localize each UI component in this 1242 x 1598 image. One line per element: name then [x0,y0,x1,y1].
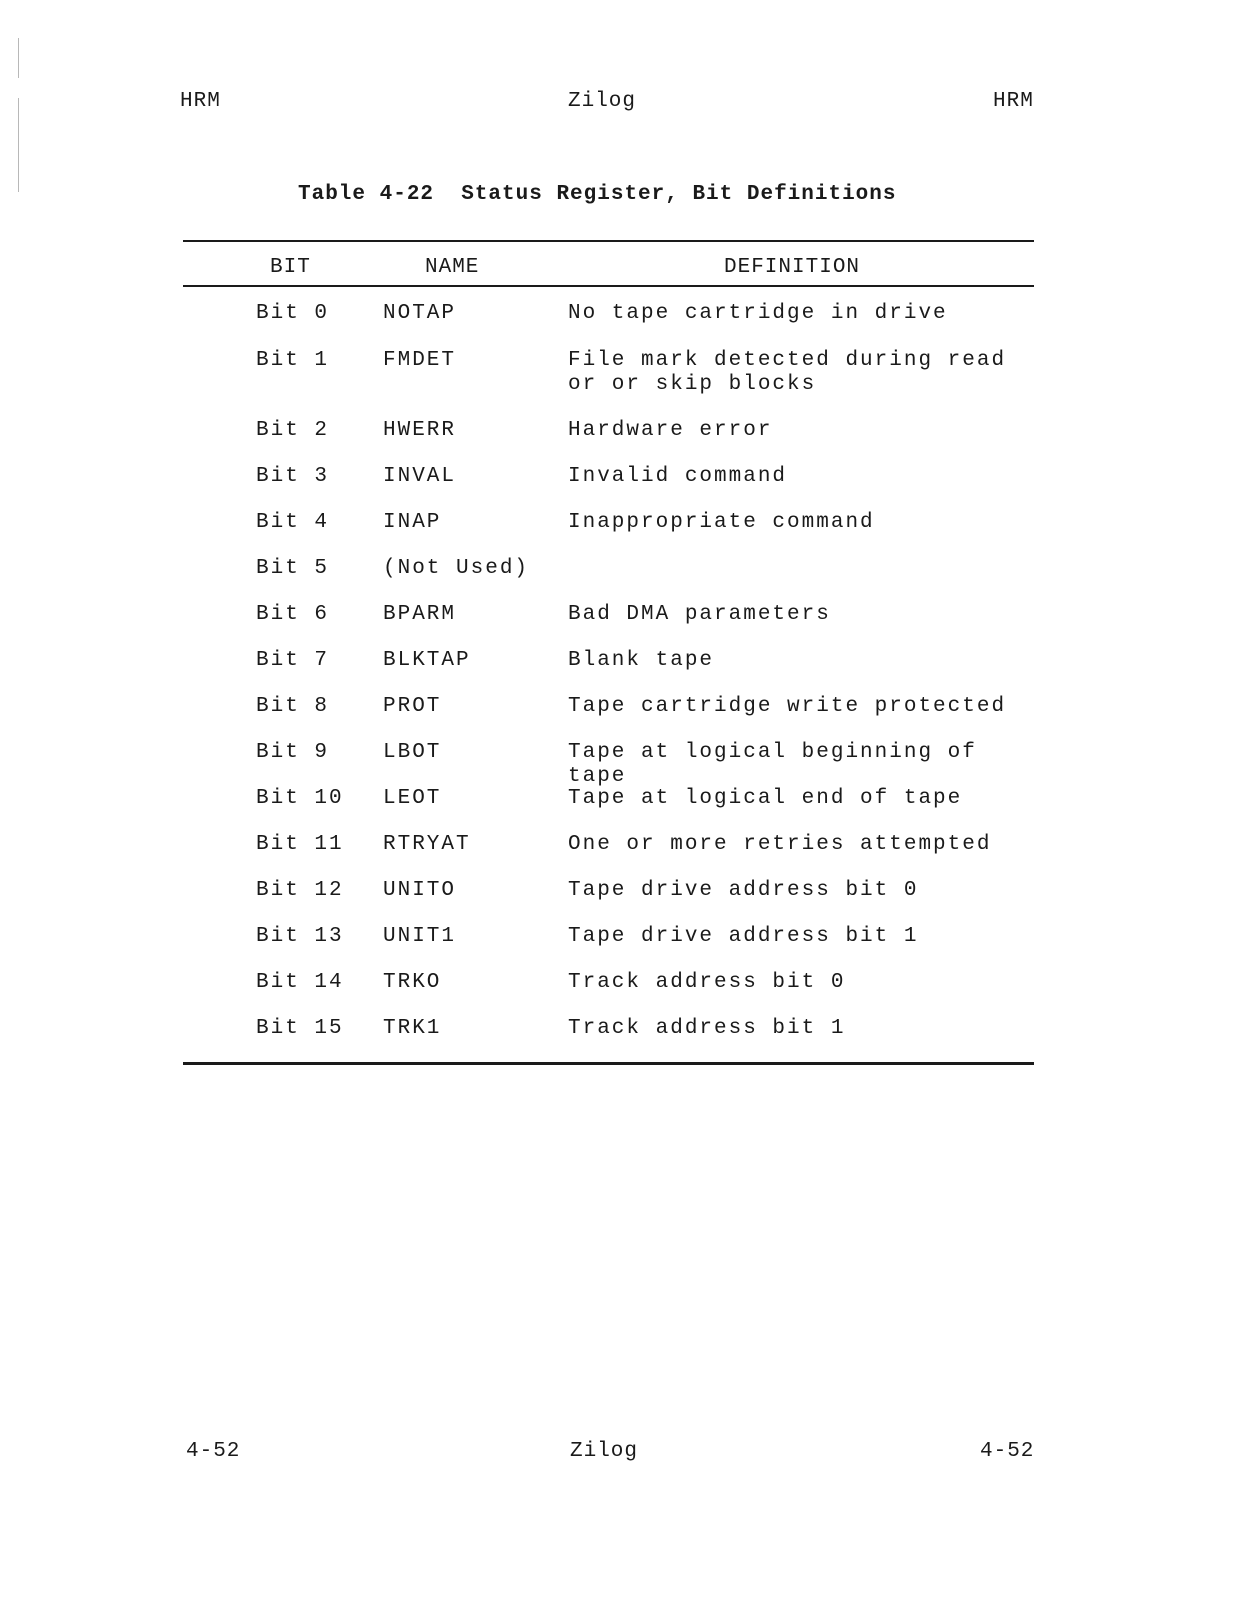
scan-artifact [18,38,19,78]
name-cell: TRK1 [383,1017,442,1040]
name-cell: UNITO [383,879,457,902]
scan-artifact [18,98,19,192]
definition-cell: Track address bit 1 [568,1017,846,1040]
definition-cell: Invalid command [568,465,788,488]
definition-cell: Track address bit 0 [568,971,846,994]
bit-cell: Bit 7 [256,649,330,672]
footer-page-number-left: 4-52 [186,1440,241,1463]
footer-page-number-right: 4-52 [980,1440,1035,1463]
bit-cell: Bit 0 [256,302,330,325]
bit-cell: Bit 9 [256,741,330,764]
definition-cell: No tape cartridge in drive [568,302,948,325]
name-cell: UNIT1 [383,925,457,948]
bit-cell: Bit 10 [256,787,344,810]
bit-cell: Bit 4 [256,511,330,534]
table-title: Table 4-22 Status Register, Bit Definitions [298,183,897,206]
bit-cell: Bit 5 [256,557,330,580]
name-cell: TRKO [383,971,442,994]
column-header-bit: BIT [270,256,311,279]
bit-cell: Bit 3 [256,465,330,488]
name-cell: LBOT [383,741,442,764]
definition-cell: One or more retries attempted [568,833,992,856]
definition-cell: Bad DMA parameters [568,603,831,626]
column-header-definition: DEFINITION [724,256,861,279]
bit-cell: Bit 1 [256,349,330,372]
name-cell: PROT [383,695,442,718]
name-cell: BLKTAP [383,649,471,672]
definition-cell: Tape at logical beginning of tape [568,741,977,788]
definition-cell: Tape cartridge write protected [568,695,1007,718]
name-cell: INAP [383,511,442,534]
definition-cell: Tape at logical end of tape [568,787,963,810]
bit-cell: Bit 6 [256,603,330,626]
bit-cell: Bit 15 [256,1017,344,1040]
name-cell: (Not Used) [383,557,530,580]
table-header-rule [183,285,1034,287]
name-cell: LEOT [383,787,442,810]
name-cell: FMDET [383,349,457,372]
table-top-rule [183,240,1034,242]
table-bottom-rule [183,1062,1034,1065]
name-cell: NOTAP [383,302,457,325]
definition-cell: File mark detected during read or or skip blocks [568,349,1007,396]
name-cell: BPARM [383,603,457,626]
name-cell: HWERR [383,419,457,442]
name-cell: RTRYAT [383,833,471,856]
definition-cell: Blank tape [568,649,715,672]
header-center: Zilog [568,90,637,113]
column-header-name: NAME [425,256,480,279]
definition-cell: Inappropriate command [568,511,875,534]
header-right: HRM [993,90,1034,113]
bit-cell: Bit 13 [256,925,344,948]
name-cell: INVAL [383,465,457,488]
header-left: HRM [180,90,221,113]
bit-cell: Bit 14 [256,971,344,994]
footer-center: Zilog [570,1440,639,1463]
bit-cell: Bit 12 [256,879,344,902]
definition-cell: Tape drive address bit 1 [568,925,919,948]
bit-cell: Bit 8 [256,695,330,718]
definition-cell: Hardware error [568,419,773,442]
definition-cell: Tape drive address bit 0 [568,879,919,902]
bit-cell: Bit 2 [256,419,330,442]
bit-cell: Bit 11 [256,833,344,856]
